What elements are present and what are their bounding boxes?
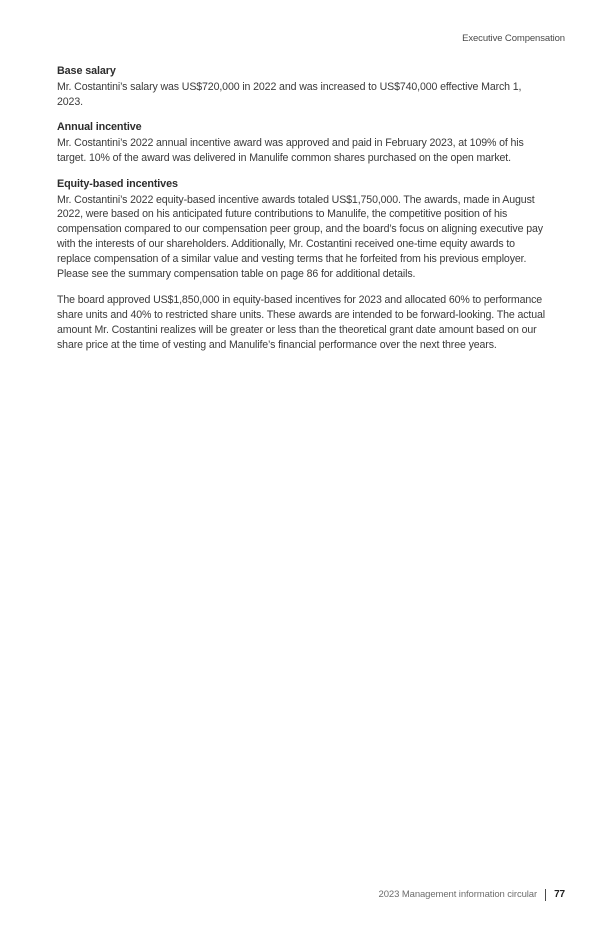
section-heading-equity-incentives: Equity-based incentives xyxy=(57,177,178,190)
footer-circular-label: 2023 Management information circular xyxy=(378,889,538,900)
section-heading-base-salary: Base salary xyxy=(57,65,116,77)
running-header: Executive Compensation xyxy=(462,33,565,44)
section-equity-based-incentives xyxy=(57,177,548,353)
section-annual-incentive xyxy=(57,120,548,165)
paragraph-equity-incentives-2022: Mr. Costantini’s 2022 equity-based incentive awards totaled US$1,750,000. The awards, made in August 2022, were based on his anticipated future contributions to Manulife, the competitive position of his compensation compared to our compensation peer group, and the board’s focus on aligning executive pay with the interests of our shareholders. Additionally, Mr. Costantini received one-time equity awards to replace compensation of a similar value and vesting terms that he forfeited from his previous employer. Please see the summary compensation table on page 86 for additional details. xyxy=(57,193,543,280)
paragraph-annual-incentive: Mr. Costantini’s 2022 annual incentive award was approved and paid in February 2023, at 109% of his target. 10% of the award was delivered in Manulife common shares purchased on the open market. xyxy=(57,137,524,164)
page-content xyxy=(57,64,548,353)
paragraph-base-salary: Mr. Costantini’s salary was US$720,000 in 2022 and was increased to US$740,000 effective March 1, 2023. xyxy=(57,80,522,108)
page-footer xyxy=(379,888,565,902)
section-base-salary xyxy=(57,64,548,109)
section-heading-annual-incentive: Annual incentive xyxy=(57,121,142,134)
page-number: 77 xyxy=(554,889,565,900)
footer-separator xyxy=(545,889,546,901)
paragraph-equity-incentives-2023: The board approved US$1,850,000 in equity-based incentives for 2023 and allocated 60% to performance share units and 40% to restricted share units. These awards are intended to be forward-looking. The actual amount Mr. Costantini realizes will be greater or less than the theoretical grant date amount based on our share price at the time of vesting and Manulife’s financial performance over the next three years. xyxy=(57,294,546,351)
